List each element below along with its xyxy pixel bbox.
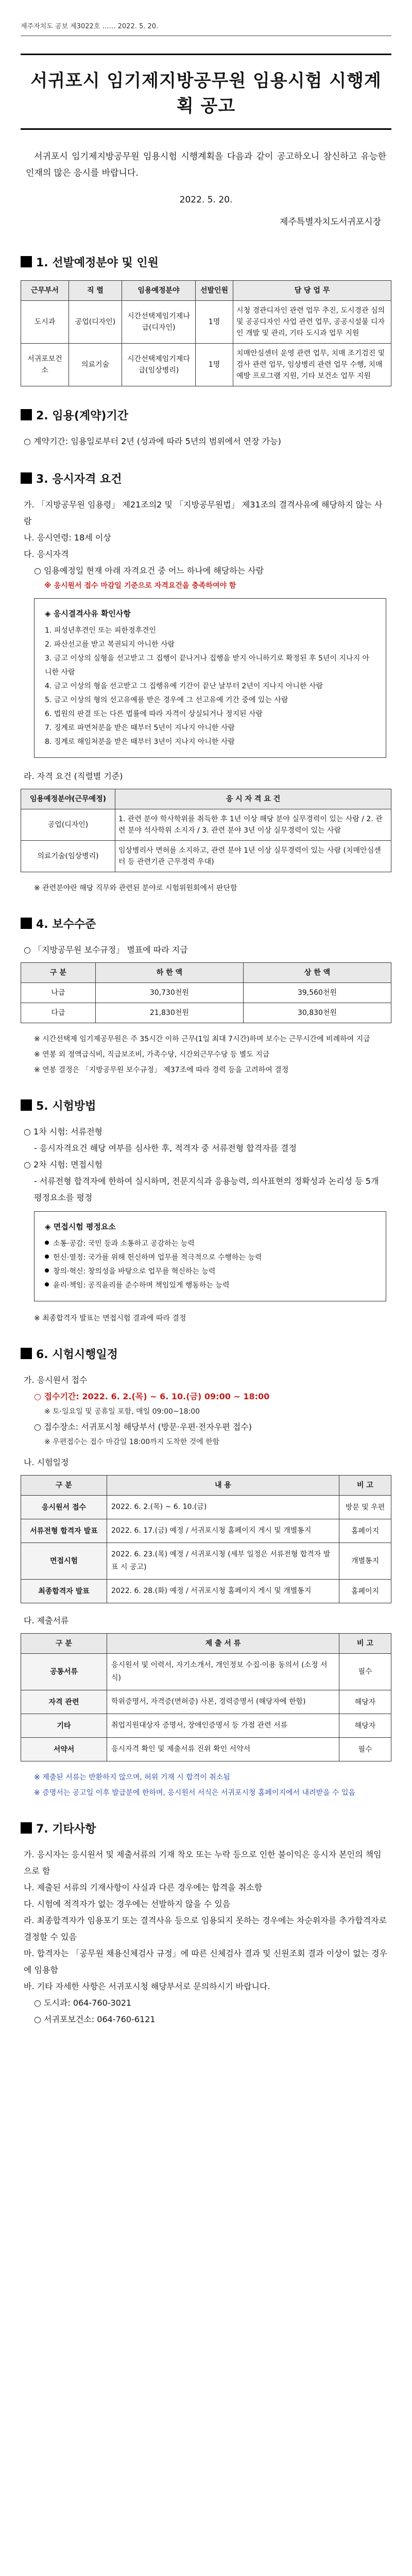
schedule-place: ○ 접수장소: 서귀포시청 해당부서 (방문·우편·전자우편 접수) [34, 1422, 252, 1432]
table-cell: 방문 및 우편 [339, 1496, 391, 1519]
table-cell: 의료기술 [69, 344, 122, 386]
schedule-table [21, 1475, 391, 1603]
qualification-subitem: ○ 임용예정일 현재 아래 자격요건 중 어느 하나에 해당하는 사람 [34, 566, 264, 575]
column-header: 응 시 자 격 요 건 [115, 789, 391, 809]
table-cell: 2022. 6. 23.(목) 예정 / 서귀포시청 (세부 일정은 서류전형 합격자 발표 시 공고) [107, 1543, 339, 1580]
section-other [21, 1820, 391, 2028]
schedule-item: 가. 응시원서 접수 [24, 1375, 88, 1385]
notice-issuer: 제주특별자치도서귀포시장 [279, 217, 381, 227]
table-cell: 도시과 [21, 301, 69, 344]
table-cell: 해당자 [339, 1690, 391, 1714]
table-cell: 서약서 [21, 1738, 107, 1761]
documents-note: ※ 증명서는 공고일 이후 발급분에 한하며, 응시원서 서식은 서귀포시청 홈페이지에서 내려받을 수 있음 [34, 1789, 356, 1797]
table-cell: 21,830천원 [95, 1003, 243, 1023]
box-line: 6. 법원의 판결 또는 다른 법률에 따라 자격이 상실되거나 정지된 사람 [45, 710, 263, 718]
column-header: 내 용 [107, 1476, 339, 1496]
column-header: 구 분 [21, 1634, 107, 1654]
column-header: 직 렬 [69, 281, 122, 301]
term-text: ○ 계약기간: 임용일로부터 2년 (성과에 따라 5년의 범위에서 연장 가능) [24, 436, 281, 446]
other-item: 바. 기타 자세한 사항은 서귀포시청 해당부서로 문의하시기 바랍니다. [24, 1981, 270, 1991]
square-bullet-icon [21, 1822, 32, 1834]
column-header: 구 분 [21, 1476, 107, 1496]
table-row [21, 1496, 391, 1519]
section-heading: 1. 선발예정분야 및 인원 [21, 254, 391, 270]
table-row [21, 301, 391, 344]
box-line: 창의·혁신: 창의성을 바탕으로 업무를 혁신하는 능력 [45, 1265, 375, 1279]
square-bullet-icon [21, 472, 32, 484]
schedule-note: ※ 토·일요일 및 공휴일 포함, 매일 09:00~18:00 [44, 1408, 200, 1416]
other-item: 라. 최종합격자가 임용포기 또는 결격사유 등으로 임용되지 못하는 경우에는 차순위자를 추가합격자로 결정할 수 있음 [24, 1916, 387, 1942]
table-cell: 의료기술(임상병리) [21, 841, 115, 872]
bullet-icon [45, 1268, 49, 1273]
column-header: 비 고 [339, 1634, 391, 1654]
table-cell: 30,830천원 [243, 1003, 391, 1023]
table-cell: 공업(디자인) [21, 809, 115, 841]
table-header-row [21, 789, 391, 809]
section-qualifications [21, 470, 391, 895]
table-cell: 서귀포보건소 [21, 344, 69, 386]
table-cell: 2022. 6. 17.(금) 예정 / 서귀포시청 홈페이지 게시 및 개별통지 [107, 1519, 339, 1543]
section-term [21, 407, 391, 450]
section-schedule [21, 1346, 391, 1800]
table-cell: 취업지원대상자 증명서, 장애인증명서 등 가점 관련 서류 [107, 1714, 339, 1738]
table-row [21, 841, 391, 872]
column-header: 구 분 [21, 963, 96, 983]
exam-line: ○ 2차 시험: 면접시험 [24, 1160, 102, 1170]
table-cell: 해당자 [339, 1714, 391, 1738]
table-cell: 개별통지 [339, 1543, 391, 1580]
schedule-item: 다. 제출서류 [24, 1616, 69, 1625]
table-row [21, 1654, 391, 1690]
table-row [21, 1003, 391, 1023]
box-line: 5. 금고 이상의 형의 선고유예를 받은 경우에 그 선고유예 기간 중에 있는 사람 [45, 696, 288, 704]
documents-note: ※ 제출된 서류는 반환하지 않으며, 허위 기재 시 합격이 취소됨 [34, 1773, 230, 1782]
salary-line: ○ 「지방공무원 보수규정」 별표에 따라 지급 [24, 945, 188, 955]
box-line: 3. 금고 이상의 실형을 선고받고 그 집행이 끝나거나 집행을 받지 아니하기로 확정된 후 5년이 지나지 아니한 사람 [45, 654, 369, 676]
requirements-table [21, 789, 391, 872]
box-title: ◈ 응시결격사유 확인사항 [45, 609, 131, 618]
gazette-header: 제주자치도 공보 제3022호 …… 2022. 5. 20. [21, 21, 391, 36]
box-line: 7. 징계로 파면처분을 받은 때부터 5년이 지나지 아니한 사람 [45, 724, 235, 732]
salary-table [21, 962, 391, 1023]
section-positions [21, 254, 391, 386]
exam-note: ※ 최종합격자 발표는 면접시험 결과에 따라 결정 [34, 1314, 186, 1323]
table-cell: 최종합격자 발표 [21, 1580, 107, 1603]
square-bullet-icon [21, 1099, 32, 1111]
box-line: 4. 금고 이상의 형을 선고받고 그 집행유예 기간이 끝난 날부터 2년이 지나지 아니한 사람 [45, 682, 323, 690]
column-header: 임용예정분야(근무예정) [21, 789, 115, 809]
contact-line: ○ 서귀포보건소: 064-760-6121 [34, 2014, 156, 2024]
box-line: 헌신·열정: 국가를 위해 헌신하며 업무를 적극적으로 수행하는 능력 [45, 1251, 375, 1265]
square-bullet-icon [21, 918, 32, 929]
table-cell: 홈페이지 [339, 1580, 391, 1603]
other-item: 마. 합격자는 「공무원 채용신체검사 규정」에 따른 신체검사 결과 및 신원조회 결과 이상이 없는 경우에 임용함 [24, 1948, 387, 1975]
requirements-note: ※ 관련분야란 해당 직무와 관련된 분야로 시험위원회에서 판단함 [34, 884, 237, 892]
square-bullet-icon [21, 409, 32, 420]
table-cell: 임상병리사 면허를 소지하고, 관련 분야 1년 이상 실무경력이 있는 사람 (치매안심센터 등 관련기관 근무경력 우대) [115, 841, 391, 872]
box-line: 윤리·책임: 공직윤리를 준수하며 책임있게 행동하는 능력 [45, 1279, 375, 1293]
table-row [21, 1580, 391, 1603]
table-header-row [21, 1476, 391, 1496]
table-cell: 필수 [339, 1654, 391, 1690]
column-header: 선발인원 [196, 281, 233, 301]
column-header: 비 고 [339, 1476, 391, 1496]
column-header: 하 한 액 [95, 963, 243, 983]
table-row [21, 1714, 391, 1738]
contact-line: ○ 도시과: 064-760-3021 [34, 1998, 132, 2008]
schedule-note: ※ 우편접수는 접수 마감일 18:00까지 도착한 것에 한함 [44, 1438, 220, 1446]
column-header: 근무부서 [21, 281, 69, 301]
box-title: ◈ 면접시험 평정요소 [45, 1222, 116, 1231]
section-heading: 7. 기타사항 [21, 1820, 391, 1836]
table-row [21, 344, 391, 386]
table-cell: 시간선택제임기제다급(임상병리) [122, 344, 196, 386]
qualification-item: 다. 응시자격 [24, 549, 69, 559]
column-header: 임용예정분야 [122, 281, 196, 301]
table-row [21, 1738, 391, 1761]
notice-date: 2022. 5. 20. [179, 195, 233, 205]
table-row [21, 1543, 391, 1580]
qualification-item: 나. 응시연령: 18세 이상 [24, 533, 111, 543]
table-cell: 기타 [21, 1714, 107, 1738]
section-exam-method [21, 1097, 391, 1325]
salary-note: ※ 연봉 결정은 「지방공무원 보수규정」 제37조에 따라 경력 등을 고려하여 결정 [34, 1066, 289, 1074]
box-line: 1. 피성년후견인 또는 피한정후견인 [45, 626, 157, 635]
table-cell: 필수 [339, 1738, 391, 1761]
table-cell: 1명 [196, 301, 233, 344]
documents-table [21, 1633, 391, 1761]
section-heading: 2. 임용(계약)기간 [21, 407, 391, 423]
evaluation-box [34, 1211, 386, 1301]
column-header: 제 출 서 류 [107, 1634, 339, 1654]
square-bullet-icon [21, 1348, 32, 1359]
section-salary [21, 916, 391, 1077]
section-heading: 6. 시험시행일정 [21, 1346, 391, 1362]
table-cell: 응시원서 및 이력서, 자기소개서, 개인정보 수집·이용 동의서 (소정 서식) [107, 1654, 339, 1690]
section-heading: 4. 보수수준 [21, 916, 391, 931]
box-line: 8. 징계로 해임처분을 받은 때부터 3년이 지나지 아니한 사람 [45, 738, 235, 746]
table-cell: 자격 관련 [21, 1690, 107, 1714]
table-cell: 학위증명서, 자격증(면허증) 사본, 경력증명서 (해당자에 한함) [107, 1690, 339, 1714]
other-item: 가. 응시자는 응시원서 및 제출서류의 기재 착오 또는 누락 등으로 인한 불이익은 응시자 본인의 책임으로 함 [24, 1850, 382, 1876]
qualification-note: ※ 응시원서 접수 마감일 기준으로 자격요건을 충족하여야 함 [44, 582, 236, 590]
table-cell: 39,560천원 [243, 983, 391, 1003]
qualification-item: 가. 「지방공무원 임용령」 제21조의2 및 「지방공무원법」 제31조의 결격사유에 해당하지 않는 사람 [24, 500, 383, 526]
column-header: 상 한 액 [243, 963, 391, 983]
other-item: 나. 제출된 서류의 기재사항이 사실과 다른 경우에는 합격을 취소함 [24, 1883, 263, 1892]
table-cell: 나급 [21, 983, 96, 1003]
bullet-icon [45, 1255, 49, 1259]
bullet-icon [45, 1282, 49, 1286]
notice-title: 서귀포시 임기제지방공무원 임용시험 시행계획 공고 [21, 54, 391, 130]
box-line: 2. 파산선고를 받고 복권되지 아니한 사람 [45, 640, 175, 649]
box-line: 소통·공감: 국민 등과 소통하고 공감하는 능력 [45, 1237, 375, 1251]
table-cell: 30,730천원 [95, 983, 243, 1003]
table-row [21, 1690, 391, 1714]
table-cell: 2022. 6. 2.(목) ~ 6. 10.(금) [107, 1496, 339, 1519]
table-cell: 면접시험 [21, 1543, 107, 1580]
positions-table [21, 280, 391, 386]
table-row [21, 809, 391, 841]
disqualification-box [34, 598, 386, 758]
table-cell: 2022. 6. 28.(화) 예정 / 서귀포시청 홈페이지 게시 및 개별통지 [107, 1580, 339, 1603]
table-header-row [21, 281, 391, 301]
table-cell: 홈페이지 [339, 1519, 391, 1543]
table-cell: 공통서류 [21, 1654, 107, 1690]
table-cell: 치매안심센터 운영 관련 업무, 치매 조기검진 및 검사 관련 업무, 임상병리 관련 업무 수행, 치매 예방 프로그램 지원, 기타 보건소 업무 지원 [233, 344, 391, 386]
salary-note: ※ 연봉 외 정액급식비, 직급보조비, 가족수당, 시간외근무수당 등 별도 지급 [34, 1050, 270, 1059]
exam-subline: - 응시자격요건 해당 여부를 심사한 후, 적격자 중 서류전형 합격자를 결정 [34, 1143, 297, 1153]
table-cell: 시간선택제임기제나급(디자인) [122, 301, 196, 344]
salary-note: ※ 시간선택제 임기제공무원은 주 35시간 이하 근무(1일 최대 7시간)하며 보수는 근무시간에 비례하여 지급 [34, 1035, 370, 1043]
table-cell: 서류전형 합격자 발표 [21, 1519, 107, 1543]
square-bullet-icon [21, 256, 32, 267]
exam-line: ○ 1차 시험: 서류전형 [24, 1127, 102, 1137]
notice-intro: 서귀포시 임기제지방공무원 임용시험 시행계획을 다음과 같이 공고하오니 참신하고 유능한 인재의 많은 응시를 바랍니다. [26, 151, 386, 178]
table-cell: 응시자격 확인 및 제출서류 진위 확인 서약서 [107, 1738, 339, 1761]
table-header-row [21, 1634, 391, 1654]
schedule-item: 나. 시험일정 [24, 1458, 69, 1467]
table-cell: 1. 관련 분야 학사학위를 취득한 후 1년 이상 해당 분야 실무경력이 있는 사람 / 2. 관련 분야 석사학위 소지자 / 3. 관련 분야 3년 이상 실무경력이 있는 사람 [115, 809, 391, 841]
schedule-period: ○ 접수기간: 2022. 6. 2.(목) ~ 6. 10.(금) 09:00 ~ 18:00 [34, 1392, 270, 1401]
table-row [21, 983, 391, 1003]
section-heading: 5. 시험방법 [21, 1097, 391, 1113]
other-item: 다. 시험에 적격자가 없는 경우에는 선발하지 않을 수 있음 [24, 1899, 231, 1909]
column-header: 담 당 업 무 [233, 281, 391, 301]
exam-subline: - 서류전형 합격자에 한하여 실시하며, 전문지식과 응용능력, 의사표현의 정확성과 논리성 등 5개 평정요소를 평정 [34, 1176, 379, 1202]
table-cell: 공업(디자인) [69, 301, 122, 344]
bullet-icon [45, 1241, 49, 1245]
table-cell: 시청 경관디자인 관련 업무 추진, 도시경관 심의 및 공공디자인 사업 관련 업무, 공공시설물 디자인 개발 및 관리, 기타 도시과 업무 지원 [233, 301, 391, 344]
table-header-row [21, 963, 391, 983]
table-row [21, 1519, 391, 1543]
section-heading: 3. 응시자격 요건 [21, 470, 391, 486]
table-cell: 1명 [196, 344, 233, 386]
table-cell: 다급 [21, 1003, 96, 1023]
table-cell: 응시원서 접수 [21, 1496, 107, 1519]
qualification-item: 라. 자격 요건 (직렬별 기준) [24, 771, 123, 781]
